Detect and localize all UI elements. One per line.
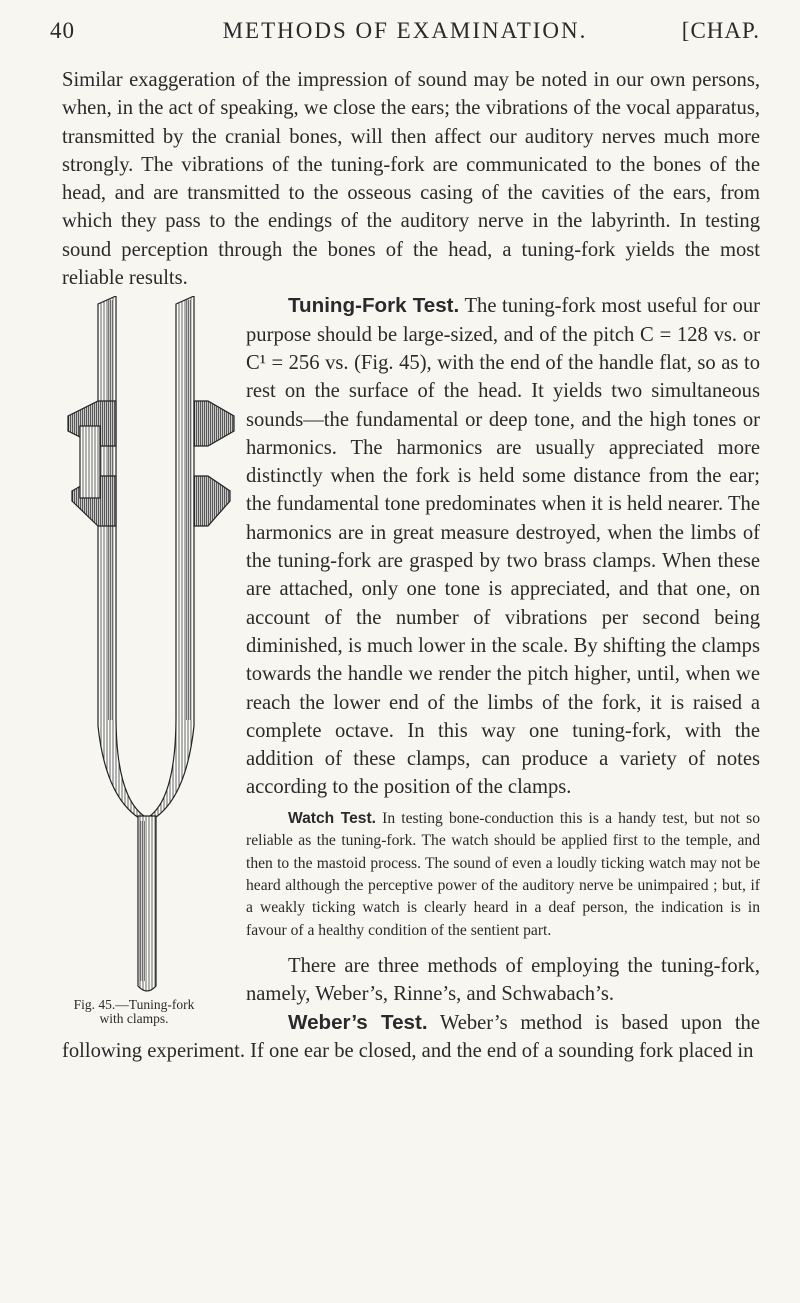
paragraph-tuning-fork-test: Tuning-Fork Test. The tuning-fork most useful for our purpose should be large-sized, and of the pitch C = 128 vs. or C¹ = 256 vs. (Fig. 45), with the end of the handle flat, so as to rest on the surface of the head. It yields two simultaneous sounds—the fundamental or deep tone, and the high tones or harmonics. The harmonics are usually appreciated more distinctly when the fork is held some distance from the ear; the fundamental tone predominates when it is held nearer. The harmonics are in great measure destroyed, when the limbs of the tuning-fork are grasped by two brass clamps. When these are attached, only one tone is appreciated, and that one, on account of the number of vibrations per second being diminished, is much lower in the scale. By shifting the clamps towards the handle we render the pitch higher, until, when we reach the lower end of the limbs of the fork, it is raised a complete octave. In this way one tuning-fork, with the addition of these clamps, can produce a variety of notes according to the position of the clamps.	[246, 294, 760, 799]
running-title: METHODS OF EXAMINATION.	[222, 18, 588, 43]
page-number: 40	[50, 18, 75, 43]
figure-caption-line-1: Fig. 45.—Tuning-fork	[73, 997, 195, 1013]
heading-watch-test: Watch Test.	[288, 809, 377, 827]
figure-caption	[14, 998, 254, 1026]
paragraph-watch-test: Watch Test. In testing bone-conduction this is a handy test, but not so reliable as the tuning-fork. The watch should be applied first to the temple, and then to the mastoid process. The sound of even a loudly ticking watch may not be heard although the perceptive power of the auditory nerve be unimpaired ; but, if a weakly ticking watch is clearly heard in a deaf person, the indication is in favour of a healthy condition of the sentient part.	[246, 809, 761, 939]
page-header	[50, 18, 760, 58]
chapter-label: [CHAP.	[681, 18, 760, 43]
heading-webers-test: Weber’s Test.	[288, 1010, 428, 1034]
tuning-fork-illustration	[58, 296, 238, 996]
figure-caption-line-2: with clamps.	[99, 1011, 169, 1027]
figure-tuning-fork	[62, 296, 240, 1027]
heading-tuning-fork-test: Tuning-Fork Test.	[288, 294, 460, 318]
paragraph-webers-test: Weber’s Test. Weber’s method is based upon the following experiment. If one ear be closed, and the end of a sounding fork placed in	[62, 1010, 760, 1063]
page-body	[62, 66, 760, 1065]
paragraph-exaggeration: Similar exaggeration of the impression of sound may be noted in our own persons, when, in the act of speaking, we close the ears; the vibrations of the vocal apparatus, transmitted by the cranial bones, will then affect our auditory nerves much more strongly. The vibrations of the tuning-fork are communicated to the bones of the head, and are transmitted to the osseous casing of the cavities of the ears, from which they pass to the endings of the auditory nerve in the labyrinth. In testing sound perception through the bones of the head, a tuning-fork yields the most reliable results.	[62, 69, 760, 290]
paragraph-three-methods: There are three methods of employing the tuning-fork, namely, Weber’s, Rinne’s, and Schwabach’s.	[246, 955, 760, 1006]
